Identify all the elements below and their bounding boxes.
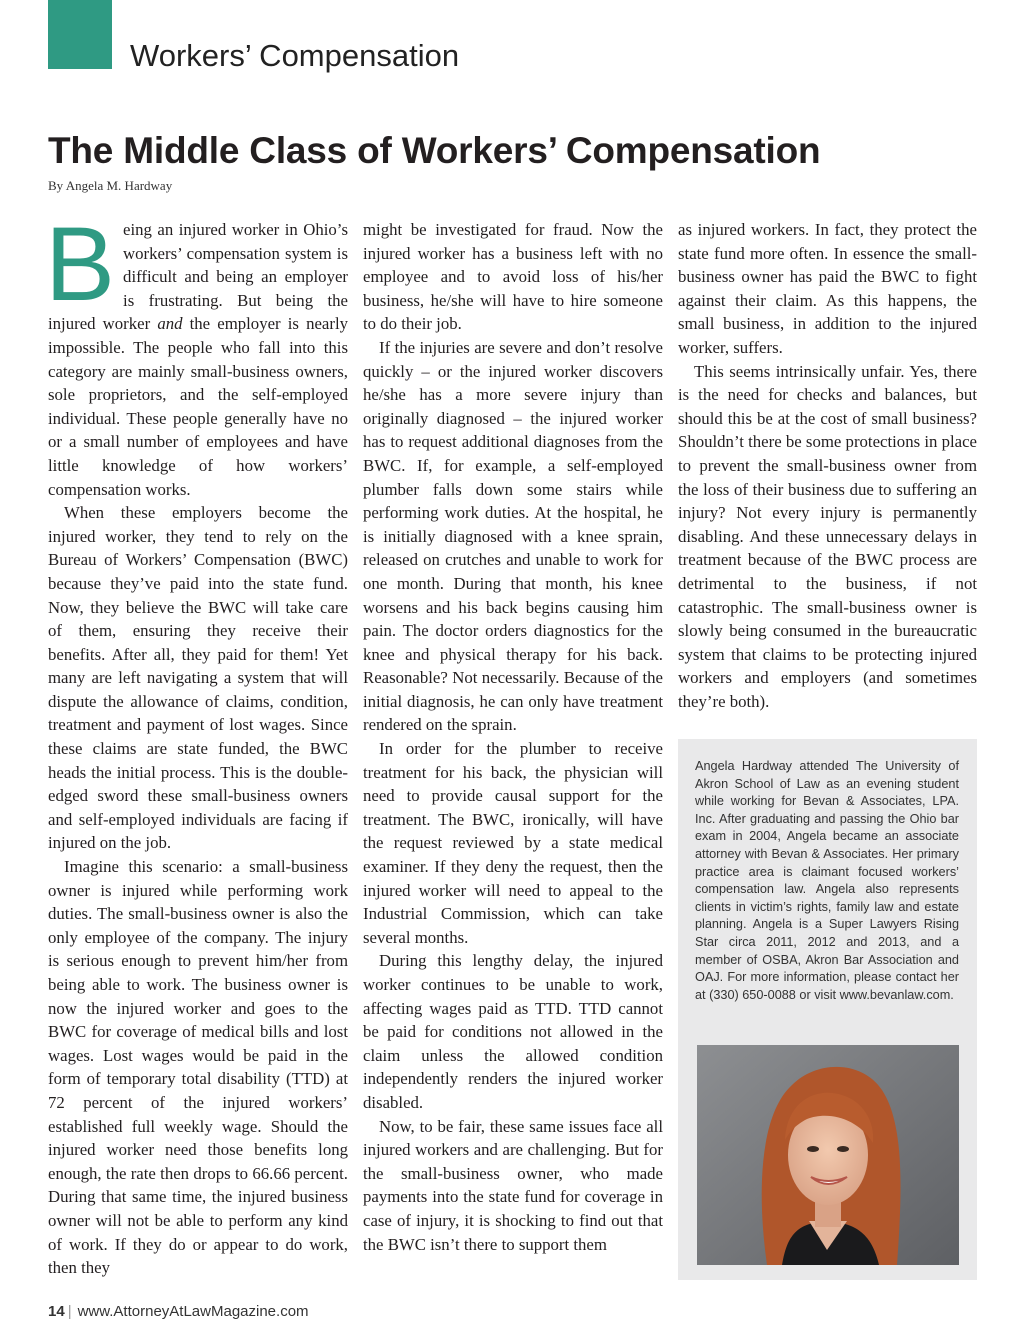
paragraph-8: This seems intrinsically unfair. Yes, there is the need for checks and balances, but should this be at the cost of small business? Shouldn’t there be some protections in place to prevent the small-business owner from the loss of their business due to suffering an injury? Not every injury is permanently disabling. And these unnecessary delays in treatment because of the BWC process are detrimental to the business, if not catastrophic. The small-business owner is slowly being consumed in the bureaucratic system that claims to be protecting injured workers and employers (and sometimes they’re both). bbox=[678, 361, 977, 711]
paragraph-3-continued: might be investigated for fraud. Now the injured worker has a business left with no employee and to avoid loss of his/her business, he/she will have to hire someone to do their job. bbox=[363, 220, 663, 334]
paragraph-7: Now, to be fair, these same issues face all injured workers and are challenging. But for the small-business owner, who made payments into the state fund for coverage in case of injury, it is shocking to find out that the BWC isn’t there to support them bbox=[363, 1116, 663, 1254]
section-color-tab bbox=[48, 0, 112, 69]
page-number: 14 bbox=[48, 1303, 65, 1320]
footer-separator: | bbox=[67, 1303, 72, 1320]
page-footer bbox=[48, 1303, 309, 1320]
paragraph-7-continued: as injured workers. In fact, they protect the state fund more often. In essence the small-business owner has paid the BWC to fight against their claim. As this happens, the small business, in addition to the injured worker, suffers. bbox=[678, 220, 977, 357]
section-title: Workers’ Compensation bbox=[130, 38, 460, 73]
paragraph-6: During this lengthy delay, the injured worker continues to be unable to work, affecting wages paid as TTD. TTD cannot be paid for conditions not allowed in the claim unless the allowed condition independently renders the injured worker disabled. bbox=[363, 951, 663, 1112]
article-byline: By Angela M. Hardway bbox=[48, 178, 173, 193]
author-photo bbox=[697, 1045, 959, 1265]
article-column-2 bbox=[363, 218, 663, 1256]
article-column-3 bbox=[678, 218, 977, 713]
drop-cap: B bbox=[45, 206, 116, 323]
article-column-1 bbox=[45, 206, 349, 1280]
paragraph-3: Imagine this scenario: a small-business owner is injured while performing work duties. The small-business owner is also the only employee of the company. The injury is serious enough to prevent him/her from being able to work. The business owner is now the injured worker and goes to the BWC for coverage of medical bills and lost wages. Lost wages would be paid in the form of temporary total disability (TTD) at 72 percent of the injured workers’ established full weekly wage. Should the injured worker need those benefits long enough, the rate then drops to 66.66 percent. During that same time, the injured business owner will not be able to perform any kind of work. If they do or appear to do work, then they bbox=[48, 857, 348, 1278]
footer-website: www.AttorneyAtLawMagazine.com bbox=[77, 1303, 309, 1320]
paragraph-2: When these employers become the injured worker, they tend to rely on the Bureau of Workers’ Compensation (BWC) because they’ve paid into the state fund. Now, they believe the BWC will take care of them, ensuring they receive their benefits. After all, they paid for them! Yet many are left navigating a system that will dispute the allowance of claims, condition, treatment and payment of lost wages. Since these claims are state funded, the BWC heads the initial process. This is the double-edged sword these small-business owners and self-employed individuals are facing if injured on the job. bbox=[48, 503, 348, 853]
article-title: The Middle Class of Workers’ Compensation bbox=[48, 130, 821, 171]
paragraph-5: In order for the plumber to receive treatment for his back, the physician will need to provide causal support for the treatment. The BWC, ironically, will have the request reviewed by a state medical examiner. If they deny the request, then the injured worker will need to appeal to the Industrial Commission, which can take several months. bbox=[363, 739, 663, 947]
paragraph-4: If the injuries are severe and don’t resolve quickly – or the injured worker discovers he/she has a more severe injury than originally diagnosed – the injured worker has to request additional diagnoses from the BWC. If, for example, a self-employed plumber falls down some stairs while performing work duties. At the hospital, he is initially diagnosed with a knee sprain, released on crutches and unable to work for one month. During that month, his knee worsens and his back begins causing him pain. The doctor orders diagnostics for the knee and physical therapy for his back. Reasonable? Not necessarily. Because of the initial diagnosis, he can only have treatment rendered on the sprain. bbox=[363, 337, 663, 735]
author-bio-text: Angela Hardway attended The University of Akron School of Law as an evening student while working for Bevan & Associates, LPA. Inc. After graduating and passing the Ohio bar exam in 2004, Angela became an associate attorney with Bevan & Associates. Her primary practice area is claimant focused workers’ compensation law. Angela also represents clients in victim’s rights, family law and estate planning. Angela is a Super Lawyers Rising Star circa 2011, 2012 and 2013, and a member of OSBA, Akron Bar Association and OAJ. For more information, please contact her at (330) 650-0088 or visit www.bevanlaw.com. bbox=[695, 759, 959, 1002]
paragraph-1: Being an injured worker in Ohio’s workers’ compensation system is difficult and being an employer is frustrating. But being the injured worker and the employer is nearly impossible. The people who fall into this category are mainly small-business owners, sole proprietors, and the self-employed individual. These people generally have no or a small number of employees and have little knowledge of how workers’ compensation works. bbox=[45, 206, 349, 499]
